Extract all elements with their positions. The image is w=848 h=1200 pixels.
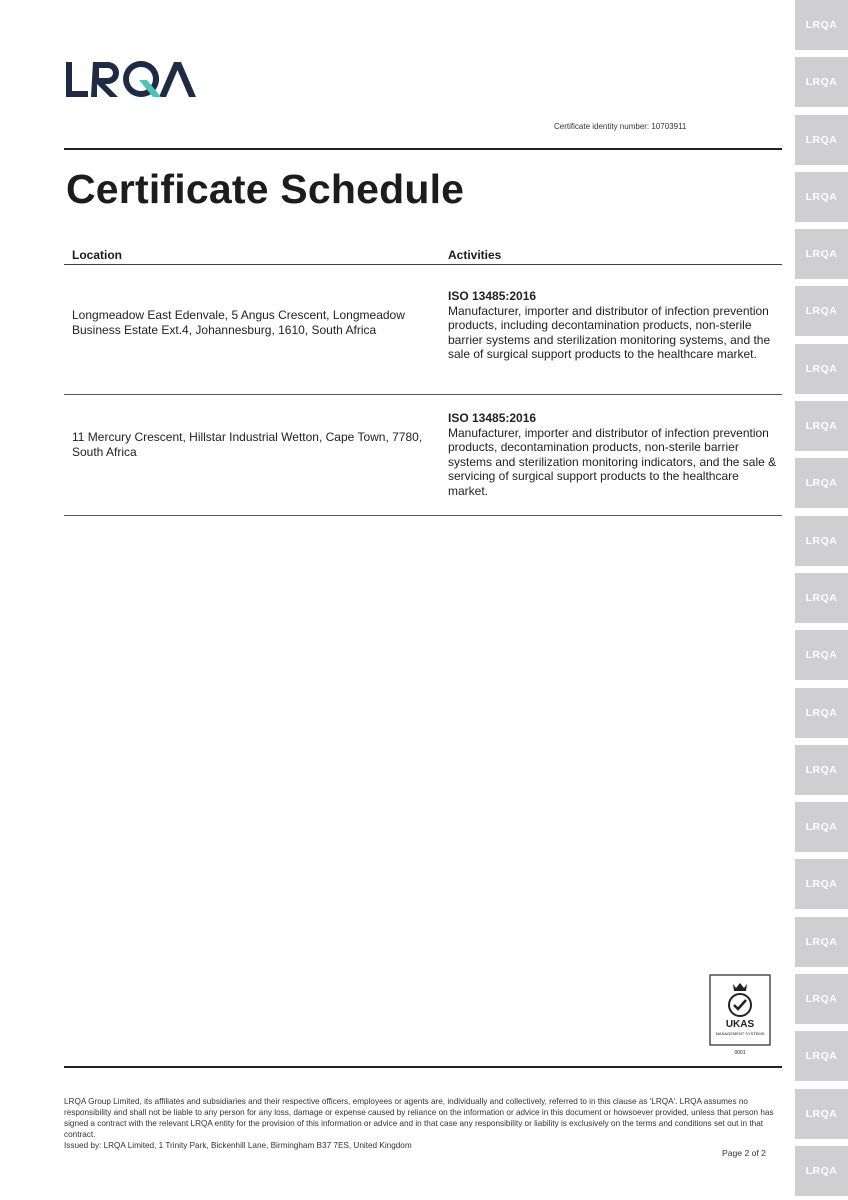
side-stripe-tile: LRQA xyxy=(795,286,848,336)
side-stripe-tile: LRQA xyxy=(795,917,848,967)
certificate-identity-number: Certificate identity number: 10703911 xyxy=(554,122,687,131)
side-stripe-tile: LRQA xyxy=(795,688,848,738)
location-cell: Longmeadow East Edenvale, 5 Angus Crescent, Longmeadow Business Estate Ext.4, Johannesburg, 1610, South Africa xyxy=(72,308,405,337)
ukas-name: UKAS xyxy=(725,1019,755,1030)
disclaimer-text: LRQA Group Limited, its affiliates and subsidiaries and their respective officers, employees or agents are, individually and collectively, referred to in this clause as 'LRQA'. LRQA assumes no responsibility and shall not be liable to any person for any loss, damage or expense caused by reliance on the information or advice in this document or howsoever provided, unless that person has signed a contract with the relevant LRQA entity for the provision of this information or advice and in that case any responsibility or liability is exclusively on the terms and conditions set out in that contract. xyxy=(64,1097,774,1139)
ukas-number: 0001 xyxy=(734,1050,746,1056)
side-stripe-tile: LRQA xyxy=(795,172,848,222)
table-row xyxy=(64,395,782,516)
page-title: Certificate Schedule xyxy=(66,166,465,212)
standard-label: ISO 13485:2016 xyxy=(448,411,537,425)
issued-by-text: Issued by: LRQA Limited, 1 Trinity Park, Bickenhill Lane, Birmingham B37 7ES, United Kingdom xyxy=(64,1141,412,1150)
side-stripe-tile: LRQA xyxy=(795,1146,848,1196)
side-stripe-tile: LRQA xyxy=(795,0,848,50)
side-stripe-tile: LRQA xyxy=(795,57,848,107)
activity-description: Manufacturer, importer and distributor of infection prevention products, decontamination products, non-sterile barrier systems and sterilization monitoring indicators, and the sale & servicing of surgical support products to the healthcare market. xyxy=(448,425,777,498)
side-brand-stripe xyxy=(795,0,848,1200)
side-stripe-tile: LRQA xyxy=(795,745,848,795)
location-cell: 11 Mercury Crescent, Hillstar Industrial Wetton, Cape Town, 7780, South Africa xyxy=(72,430,423,459)
header-divider xyxy=(64,148,782,150)
footer-disclaimer xyxy=(64,1096,788,1151)
side-stripe-tile: LRQA xyxy=(795,974,848,1024)
footer-divider xyxy=(64,1066,782,1068)
activity-description: Manufacturer, importer and distributor of infection prevention products, including decontamination products, non-sterile barrier systems and sterilization monitoring systems, and the sale of surgical support products to the healthcare market. xyxy=(448,303,771,362)
side-stripe-tile: LRQA xyxy=(795,859,848,909)
column-header-activities: Activities xyxy=(448,248,502,262)
column-header-location: Location xyxy=(72,248,122,262)
side-stripe-tile: LRQA xyxy=(795,401,848,451)
activities-cell xyxy=(448,411,782,499)
side-stripe-tile: LRQA xyxy=(795,573,848,623)
side-stripe-tile: LRQA xyxy=(795,802,848,852)
table-row xyxy=(64,265,782,395)
side-stripe-tile: LRQA xyxy=(795,344,848,394)
side-stripe-tile: LRQA xyxy=(795,115,848,165)
standard-label: ISO 13485:2016 xyxy=(448,289,537,303)
side-stripe-tile: LRQA xyxy=(795,1031,848,1081)
ukas-accreditation-mark xyxy=(709,974,771,1058)
ukas-subtitle: MANAGEMENT SYSTEMS xyxy=(715,1031,765,1036)
side-stripe-tile: LRQA xyxy=(795,229,848,279)
lrqa-logo xyxy=(66,58,196,102)
side-stripe-tile: LRQA xyxy=(795,1089,848,1139)
activities-cell xyxy=(448,289,782,362)
side-stripe-tile: LRQA xyxy=(795,630,848,680)
side-stripe-tile: LRQA xyxy=(795,516,848,566)
side-stripe-tile: LRQA xyxy=(795,458,848,508)
page-number: Page 2 of 2 xyxy=(722,1148,766,1158)
